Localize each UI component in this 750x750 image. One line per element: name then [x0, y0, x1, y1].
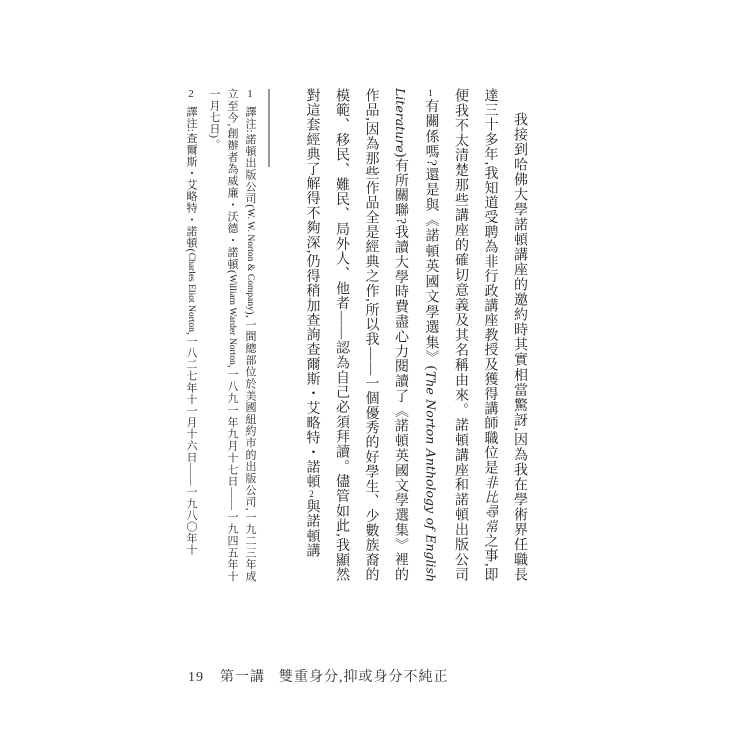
paragraph-segment: 之事,即便我不太清楚那些講座的確切意義及其名稱由來。諾頓講座和諾頓出版公司 [453, 88, 498, 582]
footnote-1-number: 1 [244, 88, 256, 101]
page-footer [188, 666, 449, 686]
footnote-1-latin-publisher: W. W. Norton & Company [245, 208, 255, 311]
paragraph-segment: )有所關聯?我讀大學時費盡心力閱讀了《諾頓英國文學選集》裡的作品,因為那些作品全是經典之作,所以我——一個優秀的好學生、少數族裔的模範、移民、難民、局外人、他者——認為自己必須拜讀。儘管如此,我顯然對這套經典了解得不夠深,仍得稍加查詢查爾斯・艾略特・諾頓 [304, 88, 408, 582]
footnote-2-text: ,一八二七年十一月十六日——一九八〇年十 [185, 331, 197, 556]
paragraph [296, 88, 534, 582]
footnote-1-text: ,一八九一年九月十七日——一九四五年十一月七日)。 [208, 88, 238, 582]
book-title-latin: The Norton Anthology of English Literature [393, 88, 439, 582]
chapter-label: 第一講 [220, 670, 265, 685]
footnote-1-text: 譯注:諾頓出版公司( [244, 105, 256, 209]
emphasis-kai-text: 非比尋常 [482, 474, 498, 534]
footnote-separator-rule [268, 89, 270, 167]
footnote-1-text: ),一間總部位於美國紐約市的出版公司,一九二三年成立至今,創辦者為威廉・沃德・諾頓( [226, 88, 256, 582]
footnote-2-number: 2 [185, 88, 197, 101]
footnote-2 [182, 88, 200, 582]
footnote-ref-2: 2 [306, 489, 317, 500]
paragraph-segment: 與諾頓講 [304, 499, 320, 558]
main-text-block [296, 88, 534, 582]
chapter-title: 雙重身分,抑或身分不純正 [279, 670, 449, 685]
footnote-ref-1: 1 [425, 88, 436, 98]
footnote-1 [205, 88, 259, 582]
page-number: 19 [188, 670, 204, 685]
footnotes-block [182, 88, 259, 582]
paragraph-segment: 有關係嗎?還是與《諾頓英國文學選集》( [423, 98, 439, 371]
footnote-2-latin-name: Charles Eliot Norton [186, 252, 196, 332]
footnote-1-latin-founder: William Warder Norton [227, 274, 237, 365]
footnote-2-text: 譯注:查爾斯・艾略特・諾頓( [185, 105, 197, 253]
paragraph-segment: 我接到哈佛大學諾頓講座的邀約時其實相當驚訝,因為我在學術界任職長達三十多年,我知道受聘為非行政講座教授及獲得講師職位是 [482, 88, 527, 582]
